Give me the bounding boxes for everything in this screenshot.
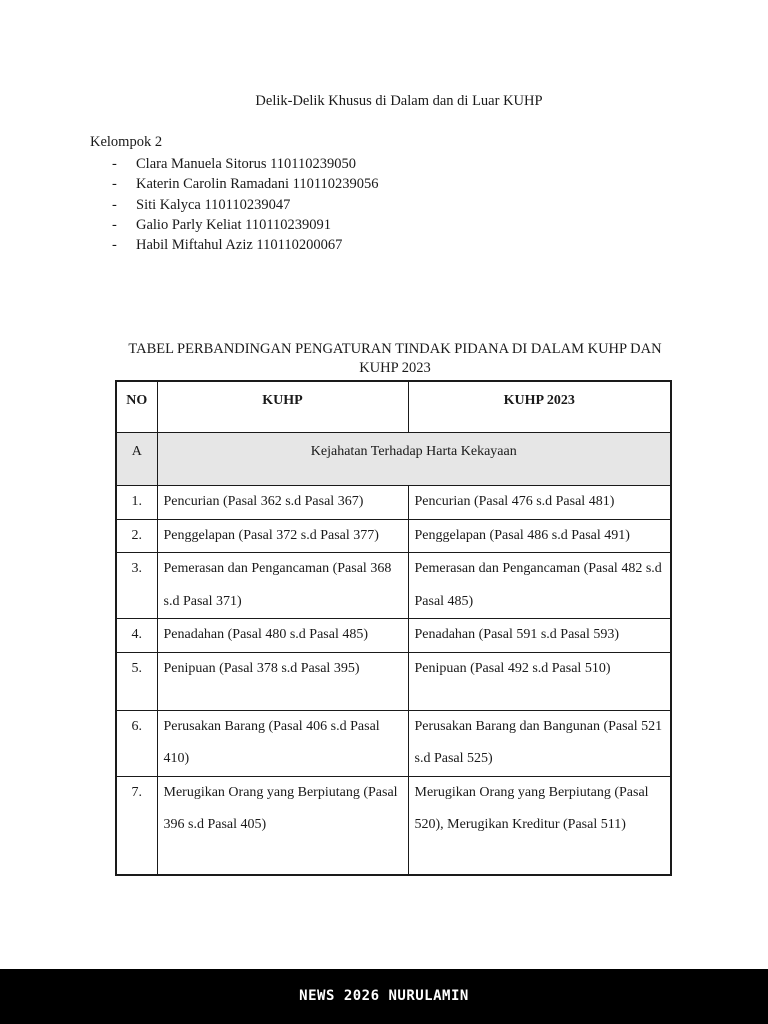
row-number: 5. [131,660,142,676]
kuhp-cell: Perusakan Barang (Pasal 406 s.d Pasal 410) [163,718,380,766]
header-kuhp: KUHP [157,381,408,433]
member-text: Clara Manuela Sitorus 110110239050 [136,156,357,172]
kuhp-cell: Penipuan (Pasal 378 s.d Pasal 395) [163,660,360,676]
table-row [116,553,671,619]
row-number: 6. [131,718,142,734]
kuhp-cell: Penggelapan (Pasal 372 s.d Pasal 377) [163,527,379,543]
kuhp-cell: Pencurian (Pasal 362 s.d Pasal 367) [163,494,364,509]
table-row [116,776,671,875]
kuhp-cell: Merugikan Orang yang Berpiutang (Pasal 396 s.d Pasal 405) [163,784,398,832]
dash-bullet: - [112,216,117,233]
member-item [112,195,379,215]
kuhp2023-cell: Penipuan (Pasal 492 s.d Pasal 510) [414,660,611,676]
row-number: 1. [131,494,142,509]
member-text: Katerin Carolin Ramadani 110110239056 [136,176,379,193]
table-row [116,619,671,653]
kuhp2023-cell: Pencurian (Pasal 476 s.d Pasal 481) [414,494,615,509]
category-label: Kejahatan Terhadap Harta Kekayaan [157,433,671,486]
group-label: Kelompok 2 [90,134,163,150]
table-row [116,486,671,520]
dash-bullet: - [112,237,117,254]
category-row [116,433,671,486]
table-row [116,519,671,553]
dash-bullet: - [112,156,117,172]
kuhp2023-cell: Penggelapan (Pasal 486 s.d Pasal 491) [414,527,630,543]
kuhp2023-cell: Penadahan (Pasal 591 s.d Pasal 593) [414,627,620,642]
member-item [112,215,379,235]
member-text: Galio Parly Keliat 110110239091 [136,216,332,233]
table-title: TABEL PERBANDINGAN PENGATURAN TINDAK PIDANA DI DALAM KUHP DAN KUHP 2023 [128,341,662,376]
table-header-row [116,381,671,433]
dash-bullet: - [112,196,117,213]
kuhp2023-cell: Merugikan Orang yang Berpiutang (Pasal 520), Merugikan Kreditur (Pasal 511) [414,784,649,832]
footer-banner: NEWS 2026 NURULAMIN [0,969,768,1024]
comparison-table [115,380,672,876]
kuhp2023-cell: Perusakan Barang dan Bangunan (Pasal 521 s.d Pasal 525) [414,718,663,766]
member-item [112,154,379,174]
kuhp-cell: Pemerasan dan Pengancaman (Pasal 368 s.d Pasal 371) [163,561,392,609]
row-number: 3. [131,561,142,576]
table-row [116,710,671,776]
category-code: A [116,433,157,486]
header-kuhp-2023: KUHP 2023 [408,381,671,433]
dash-bullet: - [112,176,117,193]
member-text: Habil Miftahul Aziz 110110200067 [136,237,343,254]
kuhp-cell: Penadahan (Pasal 480 s.d Pasal 485) [163,627,369,642]
member-item [112,174,379,194]
kuhp2023-cell: Pemerasan dan Pengancaman (Pasal 482 s.d Pasal 485) [414,561,662,609]
row-number: 2. [131,527,142,543]
table-row [116,652,671,710]
member-text: Siti Kalyca 110110239047 [136,196,291,213]
row-number: 7. [131,784,142,800]
document-title: Delik-Delik Khusus di Dalam dan di Luar KUHP [255,93,543,109]
row-number: 4. [131,627,142,642]
member-item [112,235,379,255]
header-no: NO [116,381,157,433]
member-list [112,154,379,255]
